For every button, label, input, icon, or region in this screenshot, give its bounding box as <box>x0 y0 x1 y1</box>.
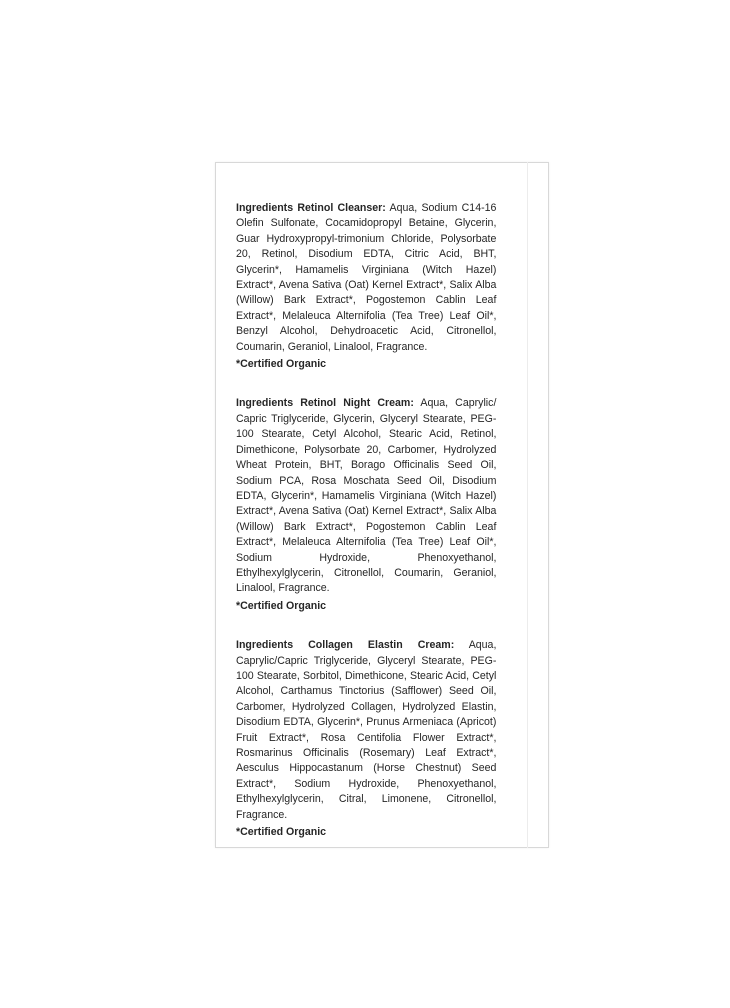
retinol-night-cream-heading: Ingredients Retinol Night Cream: <box>236 397 414 410</box>
retinol-night-cream-body: Aqua, Caprylic/ Capric Triglyceride, Glycerin, Glyceryl Stearate, PEG-100 Stearate, Cetyl Alcohol, Stearic Acid, Retinol, Dimethicone, Polysorbate 20, Carbomer, Hydrolyzed Wheat Protein, BHT, Borago Officinalis Seed Oil, Sodium PCA, Rosa Moschata Seed Oil, Disodium EDTA, Glycerin*, Hamamelis Virginiana (Witch Hazel) Extract*, Avena Sativa (Oat) Kernel Extract*, Salix Alba (Willow) Bark Extract*, Pogostemon Cablin Leaf Extract*, Melaleuca Alternifolia (Tea Tree) Leaf Oil*, Sodium Hydroxide, Phenoxyethanol, Ethylhexylglycerin, Citronellol, Coumarin, Geraniol, Linalool, Fragrance. <box>236 397 497 595</box>
collagen-elastin-cream-body: Aqua, Caprylic/Capric Triglyceride, Glyceryl Stearate, PEG-100 Stearate, Sorbitol, Dimethicone, Stearic Acid, Cetyl Alcohol, Carthamus Tinctorius (Safflower) Seed Oil, Carbomer, Hydrolyzed Collagen, Hydrolyzed Elastin, Disodium EDTA, Glycerin*, Prunus Armeniaca (Apricot) Fruit Extract*, Rosa Centifolia Flower Extract*, Rosmarinus Officinalis (Rosemary) Leaf Extract*, Aesculus Hippocastanum (Horse Chestnut) Seed Extract*, Sodium Hydroxide, Phenoxyethanol, Ethylhexylglycerin, Citral, Limonene, Citronellol, Fragrance. <box>236 639 497 821</box>
panel-fold-edge <box>527 162 528 848</box>
collagen-elastin-cream-ingredients <box>236 638 496 823</box>
retinol-cleanser-ingredients <box>236 201 496 355</box>
collagen-elastin-cream-heading: Ingredients Collagen Elastin Cream: <box>236 639 455 652</box>
retinol-night-cream-ingredients <box>236 396 496 596</box>
retinol-cleanser-body: Aqua, Sodium C14-16 Olefin Sulfonate, Cocamidopropyl Betaine, Glycerin, Guar Hydroxypropyl-trimonium Chloride, Polysorbate 20, Retinol, Disodium EDTA, Citric Acid, BHT, Glycerin*, Hamamelis Virginiana (Witch Hazel) Extract*, Avena Sativa (Oat) Kernel Extract*, Salix Alba (Willow) Bark Extract*, Pogostemon Cablin Leaf Extract*, Melaleuca Alternifolia (Tea Tree) Leaf Oil*, Benzyl Alcohol, Dehydroacetic Acid, Citronellol, Coumarin, Geraniol, Linalool, Fragrance. <box>236 202 497 353</box>
collagen-elastin-cream-note: *Certified Organic <box>236 826 327 839</box>
retinol-night-cream-note: *Certified Organic <box>236 599 327 612</box>
retinol-cleanser-heading: Ingredients Retinol Cleanser: <box>236 202 386 214</box>
retinol-cleanser-note: *Certified Organic <box>236 358 327 371</box>
ingredients-list <box>236 201 496 840</box>
